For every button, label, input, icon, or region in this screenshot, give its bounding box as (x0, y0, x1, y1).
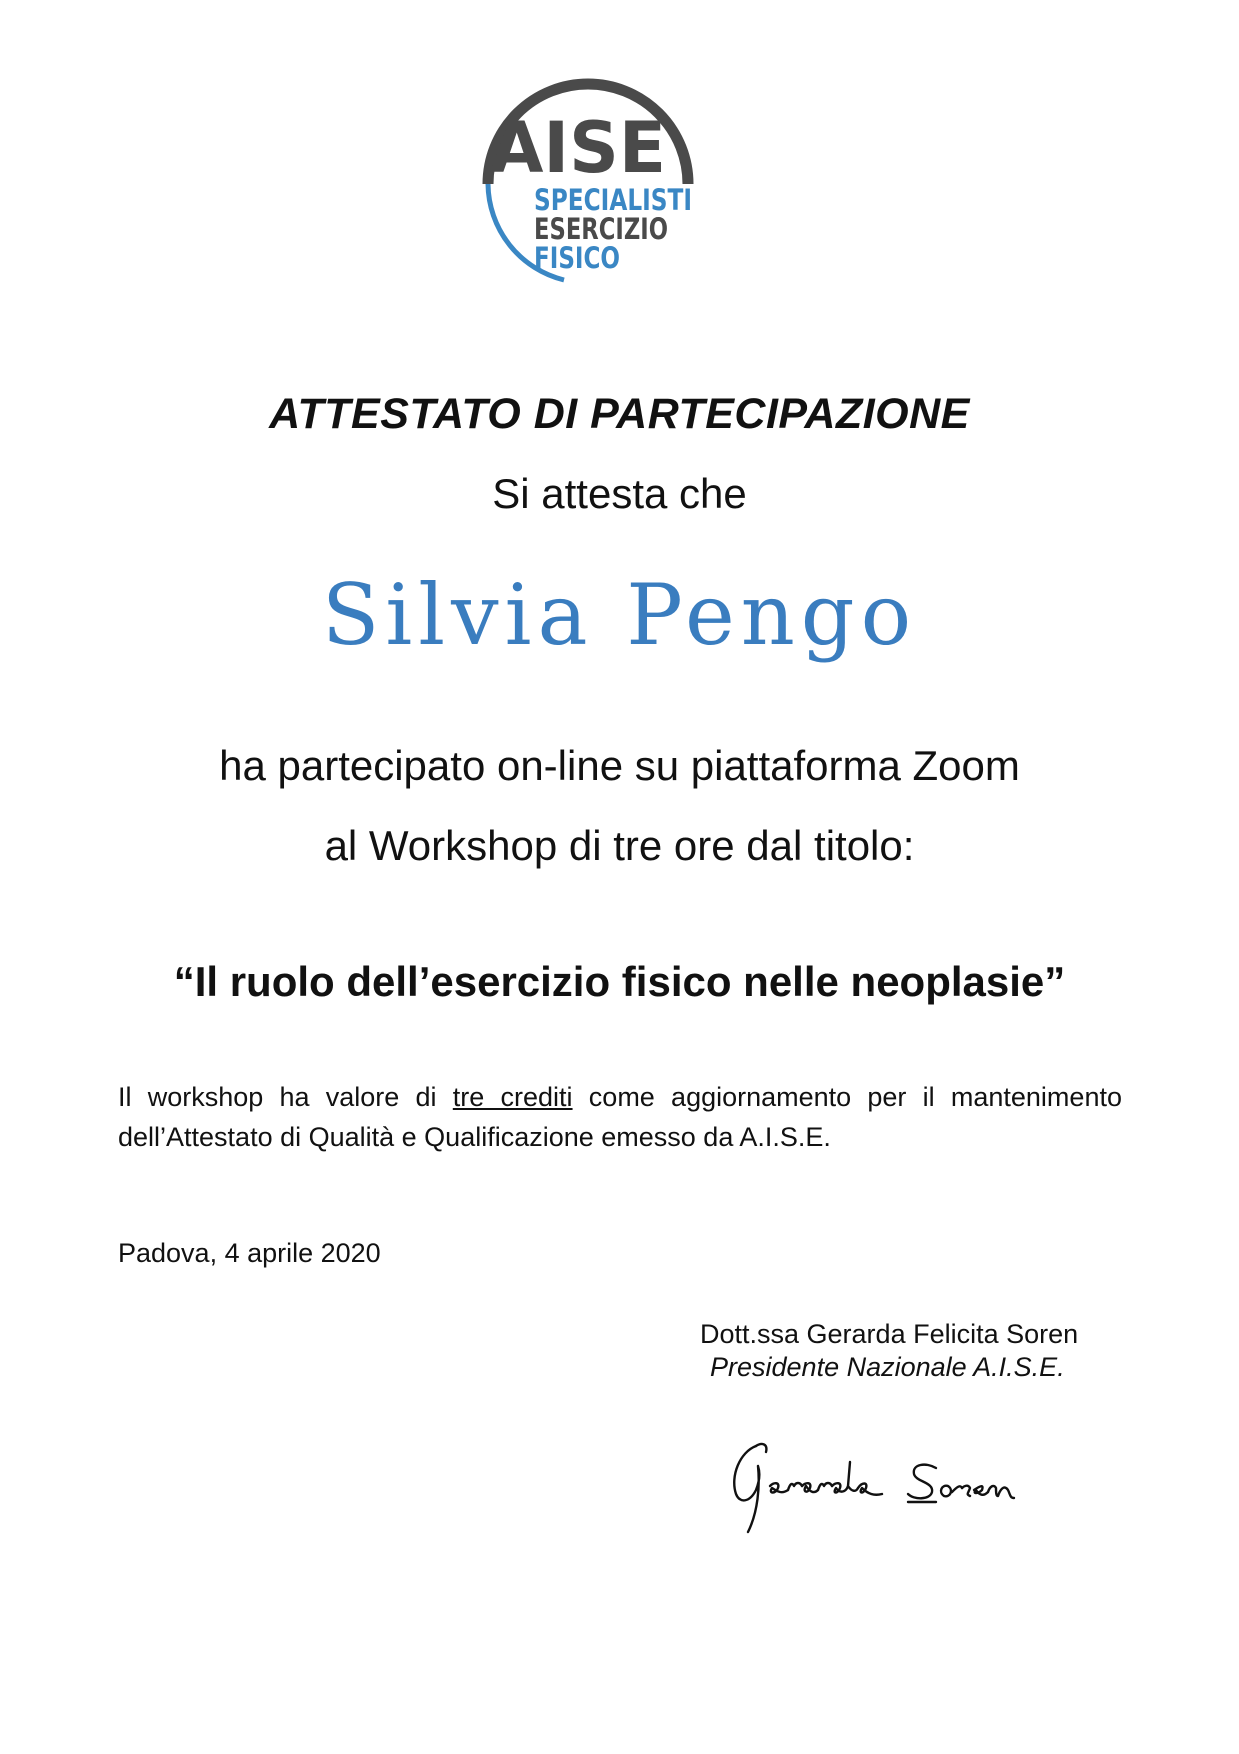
credits-note-line-1 (118, 1077, 1122, 1117)
credits-note-after: come aggiornamento per il mantenimento (588, 1082, 1122, 1112)
signatory-role: Presidente Nazionale A.I.S.E. (710, 1352, 1065, 1382)
aise-logo-graphic (478, 72, 778, 312)
workshop-title: “Il ruolo dell’esercizio fisico nelle neoplasie” (173, 958, 1066, 1005)
participation-line-1: ha partecipato on-line su piattaforma Zoom (219, 742, 1020, 789)
logo-line2: ESERCIZIO (534, 212, 668, 246)
recipient-name: Silvia Pengo (321, 566, 918, 664)
logo-line3: FISICO (534, 241, 620, 275)
logo-mark: AISE (490, 107, 666, 189)
place-date: Padova, 4 aprile 2020 (118, 1238, 381, 1268)
logo-line1: SPECIALISTI (534, 183, 692, 217)
signature-graphic (722, 1432, 1032, 1542)
aise-logo (478, 72, 778, 312)
handwritten-signature (722, 1432, 1032, 1542)
certificate-title: ATTESTATO DI PARTECIPAZIONE (269, 390, 970, 438)
signatory-name: Dott.ssa Gerarda Felicita Soren (700, 1319, 1079, 1349)
credits-emphasis: tre crediti (452, 1082, 573, 1112)
credits-note-line-2: dell’Attestato di Qualità e Qualificazione emesso da A.I.S.E. (118, 1122, 831, 1152)
certificate-intro: Si attesta che (492, 470, 747, 517)
participation-line-2: al Workshop di tre ore dal titolo: (324, 822, 915, 869)
credits-note-before: Il workshop ha valore di (118, 1082, 437, 1112)
